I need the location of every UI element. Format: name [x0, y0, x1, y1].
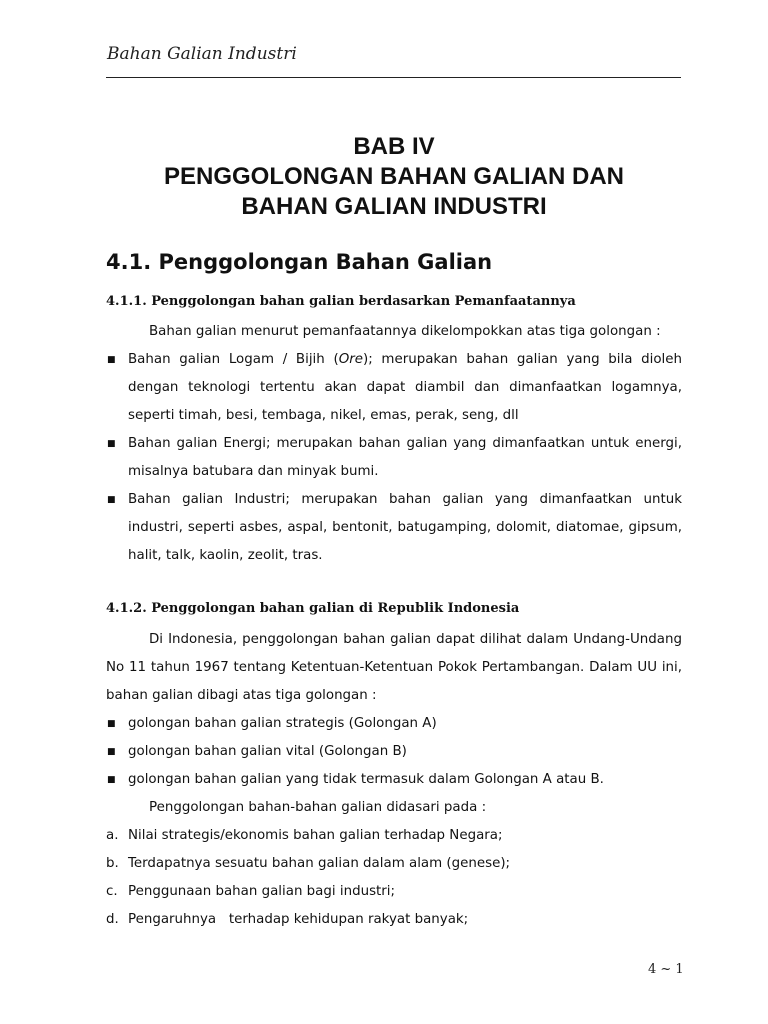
bullet-icon: ■: [107, 775, 116, 785]
list-item: c. Penggunaan bahan galian bagi industri;: [106, 878, 682, 906]
usage-classification-list: [106, 346, 682, 570]
chapter-heading: [106, 132, 682, 222]
header-divider: [106, 77, 681, 78]
bullet-icon: ■: [107, 495, 116, 505]
list-item: ■ Bahan galian Logam / Bijih (Ore); merupakan bahan galian yang bila dioleh dengan teknologi tertentu akan dapat diambil dan dimanfaatkan logamnya, seperti timah, besi, tembaga, nikel, emas, perak, seng, dll: [106, 346, 682, 430]
basis-intro: Penggolongan bahan-bahan galian didasari pada :: [149, 800, 487, 815]
chapter-number: BAB IV: [353, 133, 435, 160]
subsection-2-intro: Di Indonesia, penggolongan bahan galian dapat dilihat dalam Undang-Undang No 11 tahun 1967 tentang Ketentuan-Ketentuan Pokok Pertambangan. Dalam UU ini, bahan galian dibagi atas tiga golongan :: [106, 632, 682, 703]
golongan-list: [106, 710, 682, 794]
bullet-icon: ■: [107, 439, 116, 449]
section-heading: 4.1. Penggolongan Bahan Galian: [106, 250, 493, 274]
bullet-icon: ■: [107, 355, 116, 365]
page-number: 4 ~ 1: [648, 962, 684, 977]
list-item: ■ golongan bahan galian vital (Golongan B): [106, 738, 682, 766]
chapter-title-line-2: BAHAN GALIAN INDUSTRI: [241, 193, 547, 220]
list-item: ■ golongan bahan galian yang tidak termasuk dalam Golongan A atau B.: [106, 766, 682, 794]
list-item: ■ golongan bahan galian strategis (Golongan A): [106, 710, 682, 738]
list-marker: c.: [106, 884, 118, 899]
list-item: b. Terdapatnya sesuatu bahan galian dalam alam (genese);: [106, 850, 682, 878]
list-item: ■ Bahan galian Industri; merupakan bahan galian yang dimanfaatkan untuk industri, seperti asbes, aspal, bentonit, batugamping, dolomit, diatomae, gipsum, halit, talk, kaolin, zeolit, tras.: [106, 486, 682, 570]
bullet-icon: ■: [107, 747, 116, 757]
list-item: a. Nilai strategis/ekonomis bahan galian terhadap Negara;: [106, 822, 682, 850]
subsection-heading-2: 4.1.2. Penggolongan bahan galian di Republik Indonesia: [106, 601, 520, 616]
list-marker: a.: [106, 828, 119, 843]
list-marker: d.: [106, 912, 119, 927]
bullet-icon: ■: [107, 719, 116, 729]
subsection-1-intro: Bahan galian menurut pemanfaatannya dikelompokkan atas tiga golongan :: [149, 324, 661, 339]
chapter-title-line-1: PENGGOLONGAN BAHAN GALIAN DAN: [164, 163, 624, 190]
basis-list: [106, 822, 682, 934]
list-item: d. Pengaruhnya terhadap kehidupan rakyat banyak;: [106, 906, 682, 934]
list-marker: b.: [106, 856, 119, 871]
running-header-title: Bahan Galian Industri: [107, 44, 297, 64]
subsection-heading-1: 4.1.1. Penggolongan bahan galian berdasarkan Pemanfaatannya: [106, 294, 576, 309]
list-item: ■ Bahan galian Energi; merupakan bahan galian yang dimanfaatkan untuk energi, misalnya batubara dan minyak bumi.: [106, 430, 682, 486]
